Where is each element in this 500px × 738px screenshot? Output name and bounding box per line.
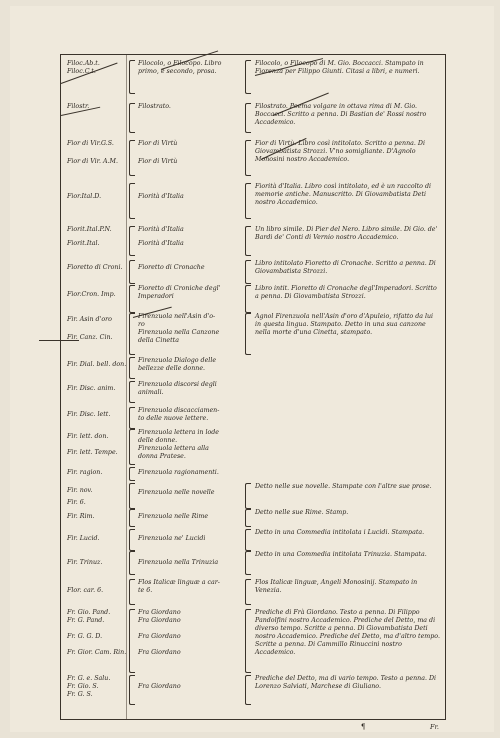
description: Un libro simile. Di Pier del Nero. Libro simile. Di Gio. de' Bardi de' Conti di Vernio nostro Accademico. (255, 226, 438, 241)
index-row-12 (61, 467, 445, 479)
index-row-8 (61, 357, 445, 377)
bracket-icon (245, 551, 251, 575)
short-title: Fior di Virtù Fior di Virtù (138, 140, 178, 165)
abbreviation: Fir. Lucid. (67, 535, 100, 542)
index-table-frame (60, 54, 446, 731)
index-row-18 (61, 609, 445, 671)
index-row-14 (61, 509, 445, 525)
description: Detto in una Commedia intitolata i Lucidi. Stampata. (255, 529, 425, 536)
abbreviation: Fior di Vir.G.S. Fior di Vir. A.M. (67, 140, 119, 165)
bracket-icon (129, 483, 135, 509)
bracket-icon (245, 285, 251, 313)
bracket-icon (245, 529, 251, 551)
bracket-icon (245, 609, 251, 673)
abbreviation: Fir. Disc. lett. (67, 411, 111, 418)
description: Fior di Virtù. Libro così intitolato. Scritto a penna. Di Giovambatista Strozzi. V'no somigliante. D'Agnolo Monosini nostro Accademico. (255, 140, 425, 163)
abbreviation: Flor. car. 6. (67, 587, 104, 594)
abbreviation: Fir. Rim. (67, 513, 95, 520)
abbreviation: Fioretto di Croni. (67, 264, 123, 271)
bracket-icon (129, 579, 135, 605)
abbreviation: Fir. Asin d'oro Fir. Canz. Cin. (67, 316, 113, 341)
short-title: Fioretto di Croniche degl' Imperadori (138, 285, 221, 300)
description: Libro intitolato Fioretto di Cronache. Scritto a penna. Di Giovambatista Strozzi. (255, 260, 436, 275)
short-title: Firenzuola discorsi degli animali. (138, 381, 217, 396)
bracket-icon (245, 675, 251, 705)
short-title: Firenzuola nella Trinuzia (138, 559, 219, 566)
short-title: Firenzuola lettera in lode delle donne. Firenzuola lettera alla donna Pratese. (138, 429, 220, 460)
bracket-icon (129, 467, 135, 481)
abbreviation: Fir. lett. don. Fir. lett. Tempe. (67, 433, 118, 456)
index-row-16 (61, 551, 445, 573)
short-title: Firenzuola ne' Lucidi (138, 535, 206, 542)
short-title: Firenzuola nelle novelle (138, 489, 215, 496)
bracket-icon (129, 509, 135, 527)
bracket-icon (129, 551, 135, 575)
bracket-icon (245, 226, 251, 256)
index-row-19 (61, 675, 445, 703)
index-row-6 (61, 285, 445, 311)
short-title: Filostrato. (138, 103, 171, 110)
abbreviation: Fiorit.Ital.P.N. Fiorit.Ital. (67, 226, 112, 247)
short-title: Fra Giordano (138, 683, 181, 690)
abbreviation: Fir. Trinuz. (67, 559, 103, 566)
page (10, 6, 494, 732)
bracket-icon (245, 140, 251, 176)
abbreviation: Fir. Disc. anim. (67, 385, 116, 392)
abbreviation: Fr. G. e. Salu. Fr. Gio. S. Fr. G. S. (67, 675, 111, 698)
abbreviation: Fir. Dial. bell. don. (67, 361, 127, 368)
bracket-icon (129, 675, 135, 705)
bracket-icon (129, 429, 135, 465)
index-row-9 (61, 381, 445, 401)
bracket-icon (245, 103, 251, 133)
abbreviation: Filoc.Ab.t. Filoc.C.t. (67, 60, 100, 75)
bracket-icon (129, 140, 135, 176)
bracket-icon (245, 260, 251, 284)
description: Flos Italicæ linguæ, Angeli Monosinij. Stampato in Venezia. (255, 579, 418, 594)
index-row-10 (61, 407, 445, 427)
description: Filostrato. Poema volgare in ottava rima di M. Gio. Boccacci. Scritto a penna. Di Bastian de' Rossi nostro Accademico. (255, 103, 427, 126)
description: Fiorità d'Italia. Libro così intitolato, ed è un raccolto di memorie antiche. Manuscritto. Di Giovambatista Deti nostro Accademico. (255, 183, 432, 206)
description: Detto nelle sue novelle. Stampate con l'altre sue prose. (255, 483, 432, 490)
index-row-4 (61, 226, 445, 254)
description: Detto nelle sue Rime. Stamp. (255, 509, 349, 516)
bracket-icon (245, 483, 251, 509)
short-title: Fra Giordano Fra Giordano Fra Giordano Fra Giordano (138, 609, 181, 656)
bracket-icon (129, 285, 135, 313)
abbreviation: Fr. Gio. Pand. Fr. G. Pand. Fr. G. G. D. Fr. Gior. Cam. Rin. (67, 609, 127, 656)
bracket-icon (245, 183, 251, 219)
index-row-5 (61, 260, 445, 282)
index-row-7 (61, 313, 445, 353)
short-title: Fiorità d'Italia Fiorità d'Italia (138, 226, 184, 247)
index-row-17 (61, 579, 445, 603)
bracket-icon (129, 60, 135, 94)
index-row-15 (61, 529, 445, 549)
bracket-icon (129, 313, 135, 355)
bracket-icon (129, 183, 135, 219)
abbreviation: Fior.Ital.D. (67, 193, 102, 200)
short-title: Firenzuola nelle Rime (138, 513, 209, 520)
short-title: Firenzuola nell'Asin d'o- ro Firenzuola nella Canzone della Cinetta (138, 313, 220, 344)
abbreviation: Fir. nov. Fir. 6. (67, 487, 93, 506)
description: Filocolo, o Filocopo di M. Gio. Boccacci. Stampato in Fiorenza per Filippo Giunti. Citasi a libri, e numeri. (255, 60, 424, 75)
description: Prediche di Frà Giordano. Testo a penna. Di Filippo Pandolfini nostro Accademico. Prediche del Detto, ma di diverso tempo. Scritte a penna. Di Giovambatista Deti nostro Accademico. Prediche del Detto, ma d'altro tempo. Scritte a penna. Di Cammillo Rinuccini nostro Accademico. (255, 609, 440, 656)
description: Agnol Firenzuola nell'Asin d'oro d'Apuleio, rifatto da lui in questa lingua. Stampato. Detto in una sua canzone nella morte d'una Cinetta, stampato. (255, 313, 434, 336)
short-title: Flos Italicæ linguæ a car- te 6. (138, 579, 220, 594)
short-title: Fioretto di Cronache (138, 264, 205, 271)
bracket-icon (129, 260, 135, 284)
paragraph-mark: ¶ (361, 723, 366, 731)
abbreviation: Fir. ragion. (67, 469, 103, 476)
bracket-icon (129, 407, 135, 429)
index-row-1 (61, 103, 445, 131)
abbreviation: Fior.Cron. Imp. (67, 291, 116, 298)
bracket-icon (245, 579, 251, 605)
bracket-icon (245, 509, 251, 527)
short-title: Filocolo, o Filocopo. Libro primo, e secondo, prosa. (138, 60, 222, 75)
bracket-icon (245, 60, 251, 94)
bracket-icon (129, 357, 135, 379)
short-title: Firenzuola Dialogo delle bellezze delle donne. (138, 357, 217, 372)
bracket-icon (129, 226, 135, 256)
bracket-icon (245, 313, 251, 355)
index-row-0 (61, 60, 445, 92)
bracket-icon (129, 529, 135, 551)
abbreviation: Filostr. (67, 103, 90, 110)
index-row-11 (61, 429, 445, 463)
short-title: Firenzuola discacciamen- to delle nuove lettere. (138, 407, 220, 422)
bracket-icon (129, 103, 135, 133)
catchword: Fr. (430, 723, 439, 731)
bracket-icon (129, 381, 135, 403)
description: Prediche del Detto, ma di vario tempo. Testo a penna. Di Lorenzo Salviati, Marchese di Giuliano. (255, 675, 437, 690)
description: Detto in una Commedia intitolata Trinuzia. Stampata. (255, 551, 427, 558)
short-title: Fiorità d'Italia (138, 193, 184, 200)
index-row-3 (61, 183, 445, 217)
description: Libro intit. Fioretto di Cronache degl'Imperadori. Scritto a penna. Di Giovambatista Strozzi. (255, 285, 437, 300)
index-row-2 (61, 140, 445, 174)
index-row-13 (61, 483, 445, 507)
short-title: Firenzuola ragionamenti. (138, 469, 219, 476)
bracket-icon (129, 609, 135, 673)
